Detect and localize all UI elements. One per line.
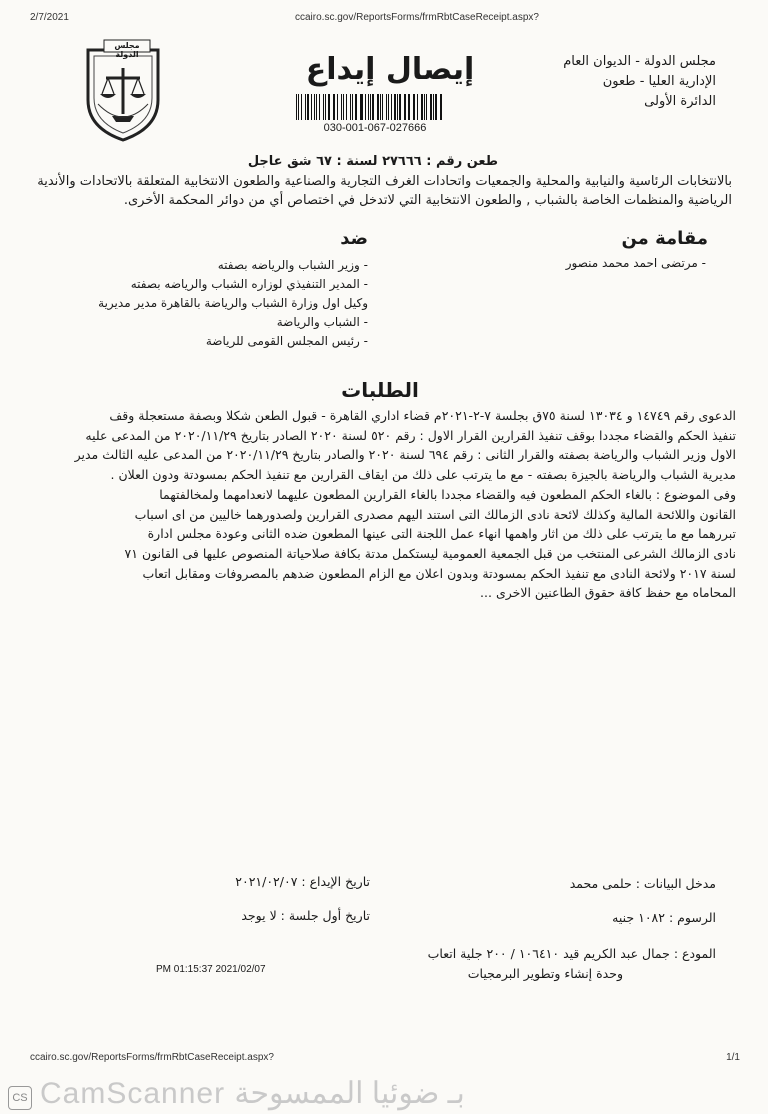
barcode-bar	[350, 94, 351, 120]
barcode-bar	[341, 94, 342, 120]
barcode-bar	[325, 94, 326, 120]
page-number: 1/1	[726, 1052, 740, 1063]
barcode-bar	[421, 94, 422, 120]
barcode-bar	[405, 94, 406, 120]
barcode-bar	[382, 94, 383, 120]
barcode	[296, 94, 444, 120]
software-unit: وحدة إنشاء وتطوير البرمجيات	[467, 966, 623, 981]
request-line: وفى الموضوع : بالغاء الحكم المطعون فيه والقضاء مجددا بالغاء القرارين المطعون عليهما لانعدامهما ولمخالفتهما	[159, 486, 736, 502]
camscanner-logo: CS	[8, 1086, 32, 1110]
barcode-bar	[319, 94, 320, 120]
barcode-bar	[316, 94, 317, 120]
barcode-bar	[352, 94, 353, 120]
barcode-bar	[301, 94, 302, 120]
barcode-bar	[397, 94, 398, 120]
defendant-list	[68, 256, 368, 351]
list-item: - مرتضى احمد محمد منصور	[565, 256, 706, 270]
barcode-bar	[298, 94, 299, 120]
request-line: الدعوى رقم ١٤٧٤٩ و ١٣٠٣٤ لسنة ٧٥ق بجلسة ٧-٢-٢٠٢١م قضاء اداري القاهرة - قبول الطعن شكلا وبصفة مستعجلة وقف	[109, 408, 736, 423]
barcode-bar	[314, 94, 315, 120]
first-session-field: تاريخ أول جلسة : لا يوجد	[241, 908, 370, 923]
barcode-bar	[296, 94, 297, 120]
request-line: القانون واللائحة المالية وكذلك لائحة نادى الزمالك التى استند اليهم مصدرى القرارين ولصدورهما خاليين من اى اسباب	[134, 506, 736, 522]
barcode-bar	[404, 94, 405, 120]
list-item: - وزير الشباب والرياضه بصفته	[217, 258, 368, 272]
barcode-bar	[361, 94, 362, 120]
barcode-bar	[408, 94, 410, 120]
defendant-heading: ضد	[340, 228, 368, 249]
filing-date-field: تاريخ الإيداع : ٢٠٢١/٠٢/٠٧	[235, 874, 370, 889]
requests-body	[6, 406, 736, 603]
plaintiff-list	[486, 256, 706, 270]
council-emblem-icon	[82, 38, 164, 142]
requests-heading: الطلبات	[341, 378, 419, 402]
request-line: المحاماه مع حفظ كافة حقوق الطاعنين الاخرى ...	[480, 585, 736, 601]
barcode-bar	[370, 94, 371, 120]
barcode-bar	[424, 94, 425, 120]
barcode-bar	[377, 94, 379, 120]
barcode-bar	[334, 94, 335, 120]
court-line-3: الدائرة الأولى	[644, 94, 716, 109]
request-line: مديرية الشباب والرياضة بالجيزة بصفته - مع ما يترتب على ذلك من ايقاف القرارين مع تنفيذ الحكم بمسودتة ودون العلان .	[110, 467, 736, 483]
barcode-bar	[433, 94, 434, 120]
receipt-title: إيصال إيداع	[305, 52, 475, 87]
list-item: - المدير التنفيذي لوزاره الشباب والرياضه بصفته	[130, 277, 368, 291]
barcode-number: 030-001-067-027666	[323, 122, 427, 134]
print-date: 2/7/2021	[30, 12, 69, 23]
plaintiff-heading: مقامة من	[621, 228, 708, 249]
data-entry-field: مدخل البيانات : حلمى محمد	[569, 876, 716, 891]
barcode-bar	[323, 94, 324, 120]
barcode-bar	[388, 94, 389, 120]
barcode-bar	[399, 94, 400, 120]
barcode-bar	[343, 94, 344, 120]
camscanner-watermark: CamScanner بـ ضوئيا الممسوحة	[40, 1077, 465, 1110]
barcode-bar	[368, 94, 369, 120]
court-line-2: الإدارية العليا - طعون	[602, 74, 716, 89]
barcode-bar	[413, 94, 414, 120]
court-info	[516, 52, 716, 112]
request-line: تبررهما مع ما يترتب على ذلك من اثار واهمها انهاء عمل اللجنة التى عينها المطعون ضده الثانى وعودة مجلس ادارة	[147, 526, 736, 542]
barcode-bar	[440, 94, 441, 120]
barcode-bar	[414, 94, 415, 120]
fees-field: الرسوم : ١٠٨٢ جنيه	[612, 910, 716, 925]
barcode-bar	[365, 94, 366, 120]
barcode-bar	[360, 94, 361, 120]
barcode-bar	[426, 94, 427, 120]
case-subject: بالانتخابات الرئاسية والنيابية والمحلية والجمعيات واتحادات الغرف التجارية والصناعية والطعون الانتخابية المتعلقة بالاتحادات والأندية الرياضية والمنظمات الخاصة بالشباب , والطعون الانتخابية التي لاتدخل في اختصاص أي من دوائر المحكمة الأخرى.	[37, 174, 732, 208]
timestamp: PM 01:15:37 2021/02/07	[156, 964, 266, 975]
barcode-bar	[417, 94, 418, 120]
request-line: الاول وزير الشباب والرياضة بصفته والقرار الثانى : رقم ٦٩٤ لسنة ٢٠٢٠ والصادر بتاريخ ٢٠٢٠/١١/٢٩ من المدعى عليه الثالث مدير	[74, 447, 736, 463]
barcode-bar	[311, 94, 312, 120]
barcode-bar	[430, 94, 432, 120]
barcode-bar	[394, 94, 395, 120]
barcode-bar	[337, 94, 338, 120]
barcode-bar	[328, 94, 330, 120]
request-line: تنفيذ الحكم والقضاء مجددا بوقف تنفيذ القرارين القرار الاول : رقم ٥٢٠ لسنة ٢٠٢٠ الصادر بتاريخ ٢٠٢٠/١١/٢٩ من المدعى عليه	[85, 427, 736, 443]
emblem-label: مجلس الدولة	[114, 41, 140, 59]
header-url: ccairo.sc.gov/ReportsForms/frmRbtCaseReceipt.aspx?	[295, 12, 539, 23]
barcode-bar	[380, 94, 381, 120]
barcode-bar	[391, 94, 392, 120]
barcode-bar	[333, 94, 334, 120]
barcode-bar	[435, 94, 436, 120]
depositor-field: المودع : جمال عبد الكريم قيد ١٠٦٤١٠ / ٢٠٠ جلية اتعاب	[427, 946, 716, 961]
request-line: لسنة ٢٠١٧ ولائحة النادى مع تنفيذ الحكم بمسودتة وبدون اعلان مع الزام المطعون ضدهم بالمصروفات ومقابل اتعاب	[142, 565, 736, 581]
barcode-bar	[307, 94, 309, 120]
footer-url: ccairo.sc.gov/ReportsForms/frmRbtCaseReceipt.aspx?	[30, 1052, 274, 1063]
barcode-bar	[372, 94, 373, 120]
barcode-bar	[346, 94, 347, 120]
barcode-bar	[386, 94, 387, 120]
list-item: - الشباب والرياضة	[276, 315, 368, 329]
list-item: - رئيس المجلس القومى للرياضة	[205, 334, 368, 348]
case-number: طعن رقم : ٢٧٦٦٦ لسنة : ٦٧ شق عاجل	[247, 154, 498, 169]
barcode-bar	[355, 94, 357, 120]
barcode-bar	[305, 94, 306, 120]
request-line: نادى الزمالك الشرعى المنتخب من قبل الجمعية العمومية ليستكمل مدتة بكافة صلاحياتة المنصوص عليها فى القانون ٧١	[124, 545, 736, 561]
barcode-bar	[441, 94, 442, 120]
list-item: وكيل اول وزارة الشباب والرياضة بالقاهرة مدير مديرية	[98, 296, 368, 310]
court-line-1: مجلس الدولة - الديوان العام	[563, 54, 716, 69]
